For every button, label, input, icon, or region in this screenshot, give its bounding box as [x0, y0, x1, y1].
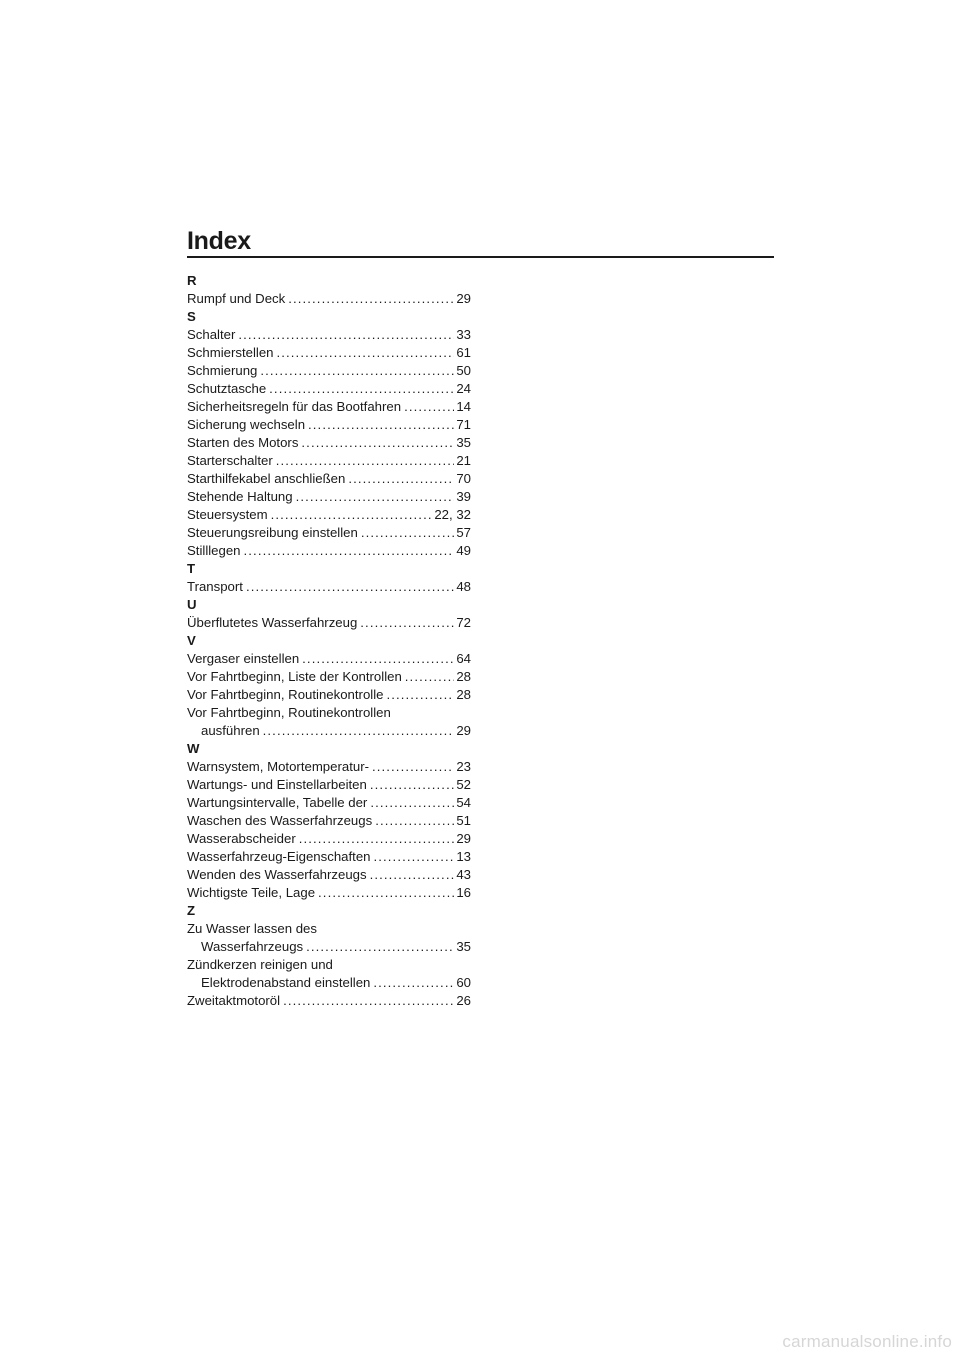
- entry-label: Wasserabscheider: [187, 831, 296, 846]
- index-entry: [187, 380, 471, 398]
- entry-page-number: 26: [456, 993, 471, 1008]
- index-entry: [187, 344, 471, 362]
- entry-line: [187, 614, 471, 632]
- dot-leader: [263, 722, 455, 740]
- index-entry: [187, 578, 471, 596]
- entry-label: Sicherung wechseln: [187, 417, 306, 432]
- index-entry: [187, 434, 471, 452]
- section-letter: S: [187, 309, 196, 324]
- entry-label: Stehende Haltung: [187, 489, 293, 504]
- entry-line: [187, 452, 471, 470]
- entry-page-number: 29: [456, 291, 471, 306]
- dot-leader: [370, 776, 454, 794]
- entry-label: Zündkerzen reinigen und: [187, 957, 333, 972]
- entry-label: Rumpf und Deck: [187, 291, 286, 306]
- entry-line: [187, 686, 471, 704]
- dot-leader: [348, 470, 454, 488]
- entry-page-number: 48: [456, 579, 471, 594]
- dot-leader: [318, 884, 454, 902]
- dot-leader: [269, 380, 454, 398]
- entry-line: [187, 668, 471, 686]
- entry-label: Wichtigste Teile, Lage: [187, 885, 316, 900]
- entry-page-number: 54: [456, 795, 471, 810]
- dot-leader: [283, 992, 454, 1010]
- dot-leader: [260, 362, 454, 380]
- index-entry: [187, 758, 471, 776]
- index-entry: [187, 542, 471, 560]
- entry-line: [187, 578, 471, 596]
- entry-label: Sicherheitsregeln für das Bootfahren: [187, 399, 402, 414]
- entry-page-number: 39: [456, 489, 471, 504]
- dot-leader: [375, 812, 454, 830]
- entry-line: [187, 758, 471, 776]
- entry-page-number: 29: [456, 831, 471, 846]
- dot-leader: [244, 542, 455, 560]
- index-entry: [187, 488, 471, 506]
- index-entry: [187, 398, 471, 416]
- entry-line: [187, 956, 471, 974]
- entry-line: [187, 398, 471, 416]
- entry-label: Überflutetes Wasserfahrzeug: [187, 615, 358, 630]
- dot-leader: [370, 866, 455, 884]
- entry-line: [187, 434, 471, 452]
- dot-leader: [299, 830, 455, 848]
- entry-label: Vor Fahrtbeginn, Routinekontrolle: [187, 687, 384, 702]
- dot-leader: [296, 488, 455, 506]
- section-letter: T: [187, 561, 196, 576]
- entry-line: [187, 416, 471, 434]
- index-list: [187, 272, 471, 1010]
- entry-label: Zu Wasser lassen des: [187, 921, 317, 936]
- entry-continuation-line: [187, 974, 471, 992]
- entry-line: [187, 344, 471, 362]
- dot-leader: [306, 938, 454, 956]
- entry-label: Wartungsintervalle, Tabelle der: [187, 795, 368, 810]
- entry-label: Starthilfekabel anschließen: [187, 471, 346, 486]
- dot-leader: [246, 578, 454, 596]
- entry-label: Vergaser einstellen: [187, 651, 300, 666]
- dot-leader: [277, 344, 455, 362]
- entry-label: Transport: [187, 579, 243, 594]
- entry-page-number: 49: [456, 543, 471, 558]
- dot-leader: [386, 686, 454, 704]
- section-letter: R: [187, 273, 197, 288]
- entry-line: [187, 524, 471, 542]
- entry-line: [187, 812, 471, 830]
- entry-page-number: 43: [456, 867, 471, 882]
- entry-label: Schutztasche: [187, 381, 267, 396]
- page-title: Index: [187, 227, 251, 255]
- entry-label: Elektrodenabstand einstellen: [201, 975, 371, 990]
- index-entry: [187, 650, 471, 668]
- entry-label: Wartungs- und Einstellarbeiten: [187, 777, 367, 792]
- index-entry: [187, 704, 471, 740]
- entry-page-number: 13: [456, 849, 471, 864]
- entry-line: [187, 866, 471, 884]
- dot-leader: [372, 758, 454, 776]
- entry-label: Vor Fahrtbeginn, Routinekontrollen: [187, 705, 391, 720]
- entry-line: [187, 326, 471, 344]
- entry-page-number: 22, 32: [434, 507, 471, 522]
- index-entry: [187, 686, 471, 704]
- index-entry: [187, 470, 471, 488]
- entry-label: ausführen: [201, 723, 260, 738]
- entry-line: [187, 470, 471, 488]
- entry-label: Starten des Motors: [187, 435, 299, 450]
- entry-label: Steuersystem: [187, 507, 268, 522]
- entry-page-number: 24: [456, 381, 471, 396]
- entry-page-number: 60: [456, 975, 471, 990]
- entry-label: Wasserfahrzeugs: [201, 939, 304, 954]
- section-letter: U: [187, 597, 197, 612]
- entry-page-number: 28: [456, 669, 471, 684]
- entry-page-number: 64: [456, 651, 471, 666]
- index-entry: [187, 794, 471, 812]
- entry-continuation-line: [187, 938, 471, 956]
- entry-line: [187, 650, 471, 668]
- entry-page-number: 23: [456, 759, 471, 774]
- index-entry: [187, 416, 471, 434]
- entry-label: Vor Fahrtbeginn, Liste der Kontrollen: [187, 669, 402, 684]
- dot-leader: [360, 614, 454, 632]
- entry-line: [187, 380, 471, 398]
- index-entry: [187, 776, 471, 794]
- entry-label: Wenden des Wasserfahrzeugs: [187, 867, 367, 882]
- entry-page-number: 72: [456, 615, 471, 630]
- index-entry: [187, 614, 471, 632]
- entry-page-number: 14: [456, 399, 471, 414]
- entry-page-number: 28: [456, 687, 471, 702]
- entry-page-number: 50: [456, 363, 471, 378]
- entry-page-number: 16: [456, 885, 471, 900]
- index-entry: [187, 362, 471, 380]
- dot-leader: [288, 290, 454, 308]
- index-entry: [187, 992, 471, 1010]
- entry-label: Schmierung: [187, 363, 258, 378]
- entry-label: Schalter: [187, 327, 236, 342]
- entry-label: Warnsystem, Motortemperatur-: [187, 759, 369, 774]
- index-entry: [187, 920, 471, 956]
- entry-line: [187, 776, 471, 794]
- entry-page-number: 61: [456, 345, 471, 360]
- entry-label: Stilllegen: [187, 543, 241, 558]
- entry-label: Wasserfahrzeug-Eigenschaften: [187, 849, 371, 864]
- index-entry: [187, 506, 471, 524]
- section-letter: V: [187, 633, 196, 648]
- entry-label: Steuerungsreibung einstellen: [187, 525, 358, 540]
- entry-page-number: 70: [456, 471, 471, 486]
- index-entry: [187, 866, 471, 884]
- index-entry: [187, 830, 471, 848]
- dot-leader: [374, 848, 455, 866]
- entry-page-number: 35: [456, 939, 471, 954]
- page-header: [187, 222, 774, 258]
- entry-line: [187, 848, 471, 866]
- entry-page-number: 71: [456, 417, 471, 432]
- dot-leader: [405, 668, 455, 686]
- index-entry: [187, 668, 471, 686]
- index-entry: [187, 812, 471, 830]
- section-letter: Z: [187, 903, 196, 918]
- dot-leader: [302, 650, 454, 668]
- entry-page-number: 29: [456, 723, 471, 738]
- dot-leader: [404, 398, 454, 416]
- entry-line: [187, 884, 471, 902]
- dot-leader: [370, 794, 454, 812]
- index-entry: [187, 326, 471, 344]
- index-entry: [187, 452, 471, 470]
- index-entry: [187, 290, 471, 308]
- entry-line: [187, 920, 471, 938]
- entry-line: [187, 992, 471, 1010]
- entry-page-number: 51: [456, 813, 471, 828]
- entry-label: Schmierstellen: [187, 345, 274, 360]
- index-entry: [187, 956, 471, 992]
- entry-page-number: 21: [456, 453, 471, 468]
- entry-line: [187, 290, 471, 308]
- dot-leader: [271, 506, 433, 524]
- entry-page-number: 57: [456, 525, 471, 540]
- index-entry: [187, 524, 471, 542]
- dot-leader: [301, 434, 454, 452]
- entry-line: [187, 506, 471, 524]
- entry-page-number: 52: [456, 777, 471, 792]
- entry-line: [187, 488, 471, 506]
- dot-leader: [238, 326, 454, 344]
- entry-label: Zweitaktmotoröl: [187, 993, 281, 1008]
- section-letter: W: [187, 741, 200, 756]
- entry-page-number: 35: [456, 435, 471, 450]
- dot-leader: [373, 974, 454, 992]
- entry-continuation-line: [187, 722, 471, 740]
- index-entry: [187, 848, 471, 866]
- entry-page-number: 33: [456, 327, 471, 342]
- entry-line: [187, 542, 471, 560]
- dot-leader: [361, 524, 455, 542]
- watermark: carmanualsonline.info: [782, 1332, 952, 1351]
- dot-leader: [308, 416, 454, 434]
- entry-line: [187, 794, 471, 812]
- dot-leader: [276, 452, 455, 470]
- entry-line: [187, 704, 471, 722]
- entry-line: [187, 362, 471, 380]
- entry-line: [187, 830, 471, 848]
- entry-label: Starterschalter: [187, 453, 273, 468]
- entry-label: Waschen des Wasserfahrzeugs: [187, 813, 373, 828]
- index-entry: [187, 884, 471, 902]
